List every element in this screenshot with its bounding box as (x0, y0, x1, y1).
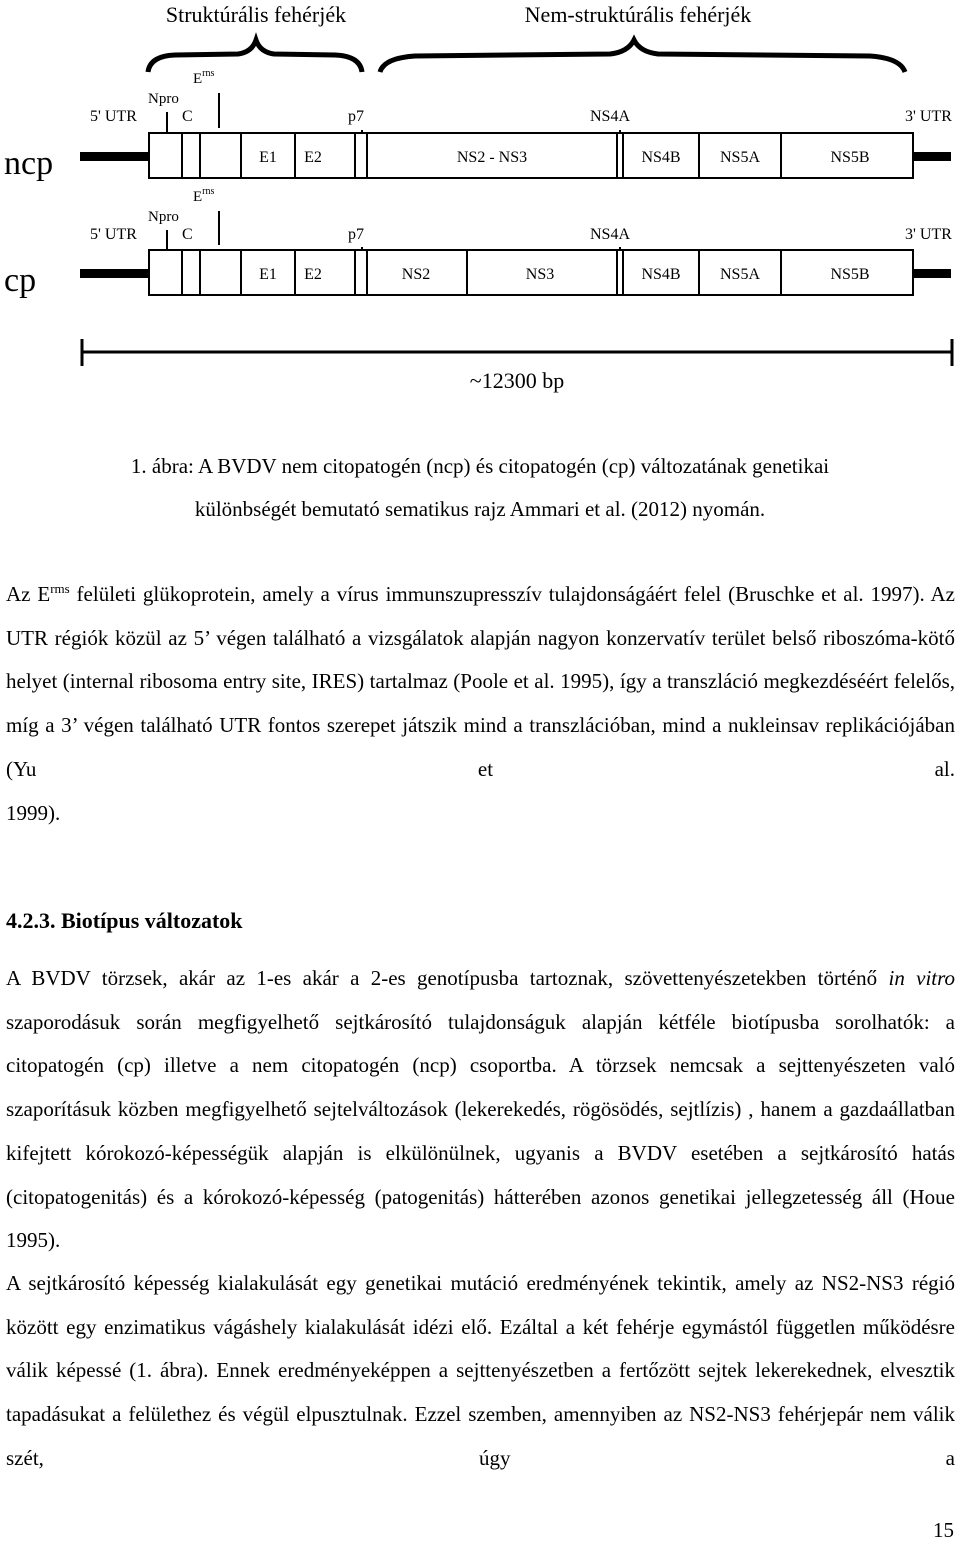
ncp-box-ns5b: NS5B (830, 149, 870, 166)
cp-npro-label: Npro (148, 209, 179, 225)
cp-box-ns3: NS3 (525, 266, 555, 283)
nonstructural-brace (380, 40, 905, 72)
cp-erns-label: $E^{rns}$ (193, 186, 215, 205)
cp-c-label: C (182, 226, 193, 243)
figure-caption-line-2: különbségét bemutató sematikus rajz Ammari et al. (2012) nyomán. (194, 497, 766, 521)
section-heading: 4.2.3. Biotípus változatok (6, 908, 243, 933)
cp-box-e2: E2 (304, 266, 322, 283)
structural-proteins-label: Struktúrális fehérjék (165, 2, 347, 27)
paragraph-3: A sejtkárosító képesség kialakulását egy genetikai mutáció eredményének tekintik, amely az NS2-NS3 régió között egy enzimatikus vágáshely kialakulását idézi elő. Ezáltal a két fehérje egymástól független működésre válik képessé (1. ábra). Ennek eredményeképpen a sejttenyészetben a fertőzött sejtek lekerekednek, elvesztik tapadásukat a felülethez és végül elpusztulnak. Ezzel szemben, amennyiben az NS2-NS3 fehérjepár nem válik szét, úgy a (6, 1271, 955, 1470)
ncp-5utr-label: 5' UTR (90, 108, 137, 125)
ncp-ns4a-label: NS4A (590, 108, 631, 125)
genome-diagram (0, 0, 960, 400)
cp-row-label: cp (4, 262, 37, 299)
cp-box-ns5b: NS5B (830, 266, 870, 283)
nonstructural-proteins-label: Nem-struktúrális fehérjék (524, 2, 752, 27)
cp-3utr-label: 3' UTR (905, 226, 952, 243)
cp-p7-label: p7 (348, 226, 364, 243)
ncp-npro-label: Npro (148, 91, 179, 107)
ncp-box-e1: E1 (259, 149, 277, 166)
cp-box-ns2: NS2 (401, 266, 431, 283)
page-number: 15 (933, 1518, 954, 1542)
paragraph-2: A BVDV törzsek, akár az 1-es akár a 2-es genotípusba tartoznak, szövettenyészetekben történő in vitro szaporodásuk során megfigyelhető sejtkárosító tulajdonságuk alapján kétféle biotípusba sorolhatók: a citopatogén (cp) illetve a nem citopatogén (ncp) csoportba. A törzsek nemcsak a sejttenyészeten való szaporításuk közben megfigyelhető sejtelváltozások (lekerekedés, rögösödés, sejtlízis) , hanem a gazdaállatban kifejtett kórokozó-képességük alapján is elkülönülnek, ugyanis a BVDV esetében a sejtkárosító hatás (citopatogenitás) és a kórokozó-képesség (patogenitás) hátterében azonos genetikai jellegzetesség áll (Houe 1995). (6, 966, 956, 1253)
paragraph-1: Az $E^{rms}$ felületi glükoprotein, amely a vírus immunszupresszív tulajdonságáért felel (Bruschke et al. 1997). Az UTR régiók közül az 5’ végen található a vizsgálatok alapján nagyon konzervatív terület belső riboszóma-kötő helyet (internal ribosoma entry site, IRES) tartalmaz (Poole et al. 1995), így a transzláció megkezdéséért felelős, míg a 3’ végen található UTR fontos szerepet játszik mind a transzlációban, mind a nukleinsav replikációjában (Yu et al. 1999). (6, 581, 955, 825)
ncp-box-ns2-ns3: NS2 - NS3 (456, 149, 528, 166)
scale-bar (82, 339, 952, 366)
cp-box-ns5a: NS5A (719, 266, 761, 283)
ncp-box-e2: E2 (304, 149, 322, 166)
cp-ns4a-label: NS4A (590, 226, 631, 243)
figure-caption-line-1: 1. ábra: A BVDV nem citopatogén (ncp) és citopatogén (cp) változatának genetikai (130, 454, 830, 478)
ncp-3utr-label: 3' UTR (905, 108, 952, 125)
scale-label: ~12300 bp (469, 368, 565, 393)
ncp-c-label: C (182, 108, 193, 125)
cp-box-e1: E1 (259, 266, 277, 283)
ncp-erns-label: $E^{rns}$ (193, 68, 215, 87)
ncp-box-ns5a: NS5A (719, 149, 761, 166)
ncp-box-ns4b: NS4B (641, 149, 681, 166)
structural-brace (148, 40, 362, 72)
cp-5utr-label: 5' UTR (90, 226, 137, 243)
ncp-row-label: ncp (4, 145, 54, 182)
cp-box-ns4b: NS4B (641, 266, 681, 283)
ncp-p7-label: p7 (348, 108, 364, 125)
